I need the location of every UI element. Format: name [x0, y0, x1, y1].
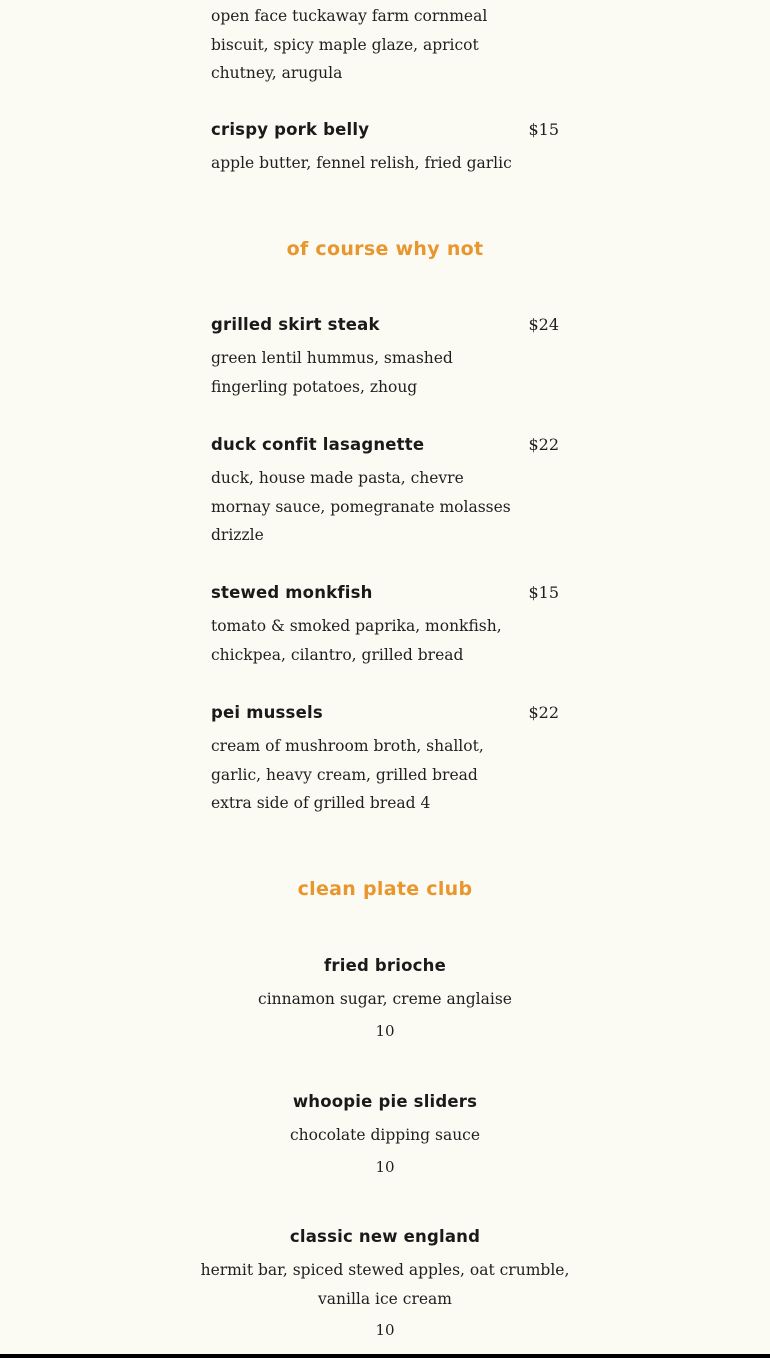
- desc-line: hermit bar, spiced stewed apples, oat crumble,: [200, 1261, 570, 1279]
- item-price: 10: [375, 1157, 395, 1176]
- menu-item-pei-mussels: [211, 703, 559, 818]
- desc-line: mornay sauce, pomegranate molasses: [211, 497, 511, 516]
- menu-item-duck-confit-lasagnette: [211, 435, 559, 550]
- desc-line: chocolate dipping sauce: [289, 1126, 481, 1144]
- item-description: [211, 732, 506, 818]
- item-name: duck confit lasagnette: [211, 435, 425, 454]
- desc-line: chutney, arugula: [211, 64, 343, 82]
- desc-line: chickpea, cilantro, grilled bread: [211, 645, 464, 664]
- desc-line: garlic, heavy cream, grilled bread: [211, 765, 478, 784]
- item-name: whoopie pie sliders: [292, 1092, 478, 1111]
- desc-line: apple butter, fennel relish, fried garlic: [211, 154, 512, 172]
- desc-line: drizzle: [211, 526, 264, 544]
- desc-line: fingerling potatoes, zhoug: [211, 377, 418, 396]
- item-name: pei mussels: [211, 703, 323, 722]
- desc-line: extra side of grilled bread 4: [211, 794, 431, 812]
- item-price: $24: [528, 315, 559, 334]
- menu-item-fried-brioche: [0, 954, 770, 1040]
- menu-item-whoopie-pie-sliders: [0, 1090, 770, 1176]
- item-price: 10: [375, 1321, 395, 1339]
- item-price: $22: [528, 703, 559, 722]
- desc-line: cream of mushroom broth, shallot,: [211, 737, 484, 755]
- item-price: $15: [528, 583, 559, 602]
- menu-item-classic-new-england: [0, 1225, 770, 1339]
- item-name: fried brioche: [324, 956, 446, 975]
- item-name: classic new england: [289, 1227, 481, 1246]
- menu-item-biscuit: [211, 2, 559, 88]
- desc-line: biscuit, spicy maple glaze, apricot: [211, 35, 479, 54]
- desc-line: vanilla ice cream: [318, 1289, 452, 1308]
- item-price: $15: [528, 120, 559, 139]
- item-description: [211, 612, 506, 669]
- menu-item-grilled-skirt-steak: [211, 315, 559, 401]
- section-title-desserts: clean plate club: [297, 878, 473, 900]
- item-name: grilled skirt steak: [211, 315, 380, 334]
- item-price: 10: [375, 1021, 395, 1040]
- item-description: [211, 344, 506, 401]
- item-description: [0, 1121, 770, 1150]
- item-name: stewed monkfish: [211, 583, 373, 602]
- item-description: [0, 1256, 770, 1313]
- section-title-mains: of course why not: [286, 238, 484, 260]
- item-description: [0, 985, 770, 1014]
- item-description: [211, 149, 512, 178]
- desc-line: duck, house made pasta, chevre: [211, 469, 464, 487]
- menu-item-crispy-pork-belly: [211, 120, 559, 178]
- item-description: [211, 2, 506, 88]
- desc-line: cinnamon sugar, creme anglaise: [258, 990, 512, 1008]
- item-name: crispy pork belly: [211, 120, 370, 139]
- desc-line: open face tuckaway farm cornmeal: [211, 7, 488, 25]
- menu-item-stewed-monkfish: [211, 583, 559, 669]
- item-price: $22: [528, 435, 559, 454]
- bottom-edge-divider: [0, 1354, 770, 1358]
- item-description: [211, 464, 511, 550]
- desc-line: green lentil hummus, smashed: [211, 349, 453, 367]
- desc-line: tomato & smoked paprika, monkfish,: [211, 617, 502, 635]
